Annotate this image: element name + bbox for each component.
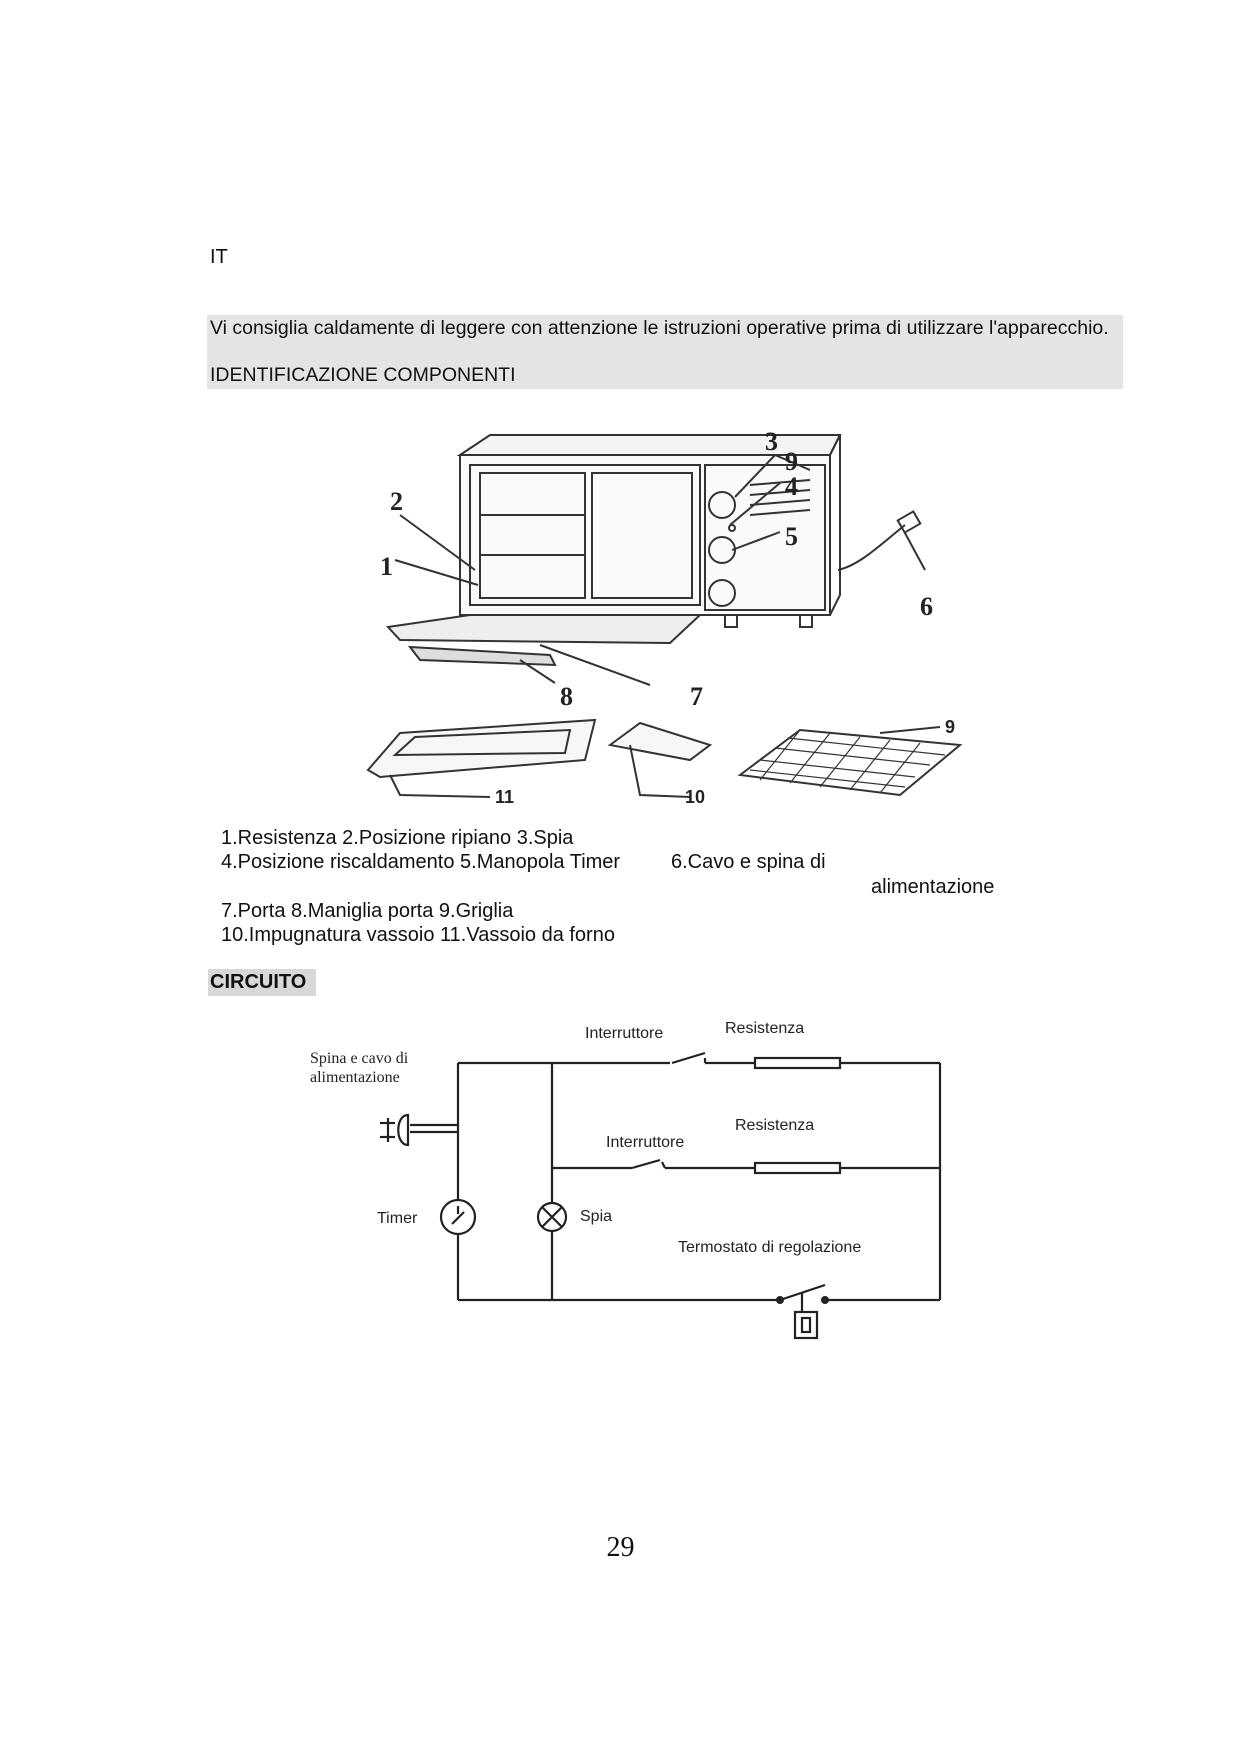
callout-8: 8 bbox=[560, 682, 573, 711]
label-lamp: Spia bbox=[580, 1208, 613, 1225]
component-line-5: 10.Impugnatura vassoio 11.Vassoio da forno bbox=[221, 924, 615, 946]
label-timer: Timer bbox=[377, 1210, 418, 1227]
oven-illustration bbox=[360, 415, 980, 835]
callout-11: 11 bbox=[495, 787, 515, 807]
component-line-2b: 6.Cavo e spina di bbox=[671, 851, 826, 873]
callout-7: 7 bbox=[690, 682, 703, 711]
language-code: IT bbox=[210, 246, 228, 268]
callout-5: 5 bbox=[785, 522, 798, 551]
component-line-2: 4.Posizione riscaldamento 5.Manopola Timer bbox=[221, 851, 621, 873]
label-switch-mid: Interruttore bbox=[606, 1134, 685, 1151]
callout-6: 6 bbox=[920, 592, 933, 621]
label-switch-top: Interruttore bbox=[585, 1025, 664, 1042]
label-plug-line2: alimentazione bbox=[310, 1069, 400, 1086]
label-heater-mid: Resistenza bbox=[735, 1117, 815, 1134]
circuit-diagram bbox=[300, 1000, 960, 1350]
callout-2: 2 bbox=[390, 487, 403, 516]
section-title-components: IDENTIFICAZIONE COMPONENTI bbox=[210, 364, 516, 386]
component-line-1: 1.Resistenza 2.Posizione ripiano 3.Spia bbox=[221, 827, 574, 849]
callout-1: 1 bbox=[380, 552, 393, 581]
callout-10: 10 bbox=[685, 787, 706, 807]
component-line-4: 7.Porta 8.Maniglia porta 9.Griglia bbox=[221, 900, 514, 922]
callout-9-grill: 9 bbox=[945, 717, 956, 737]
label-thermostat: Termostato di regolazione bbox=[678, 1239, 862, 1256]
label-plug-line1: Spina e cavo di bbox=[310, 1050, 409, 1067]
component-line-3: alimentazione bbox=[871, 876, 995, 898]
intro-box bbox=[207, 315, 1123, 389]
callout-9-top: 9 bbox=[785, 447, 798, 476]
section-title-circuit: CIRCUITO bbox=[208, 969, 316, 996]
intro-text: Vi consiglia caldamente di leggere con attenzione le istruzioni operative prima di utilizzare l'apparecchio. bbox=[210, 317, 1109, 339]
callout-3: 3 bbox=[765, 427, 778, 456]
label-heater-top: Resistenza bbox=[725, 1020, 805, 1037]
page-number: 29 bbox=[606, 1532, 635, 1563]
callout-4: 4 bbox=[785, 472, 798, 501]
